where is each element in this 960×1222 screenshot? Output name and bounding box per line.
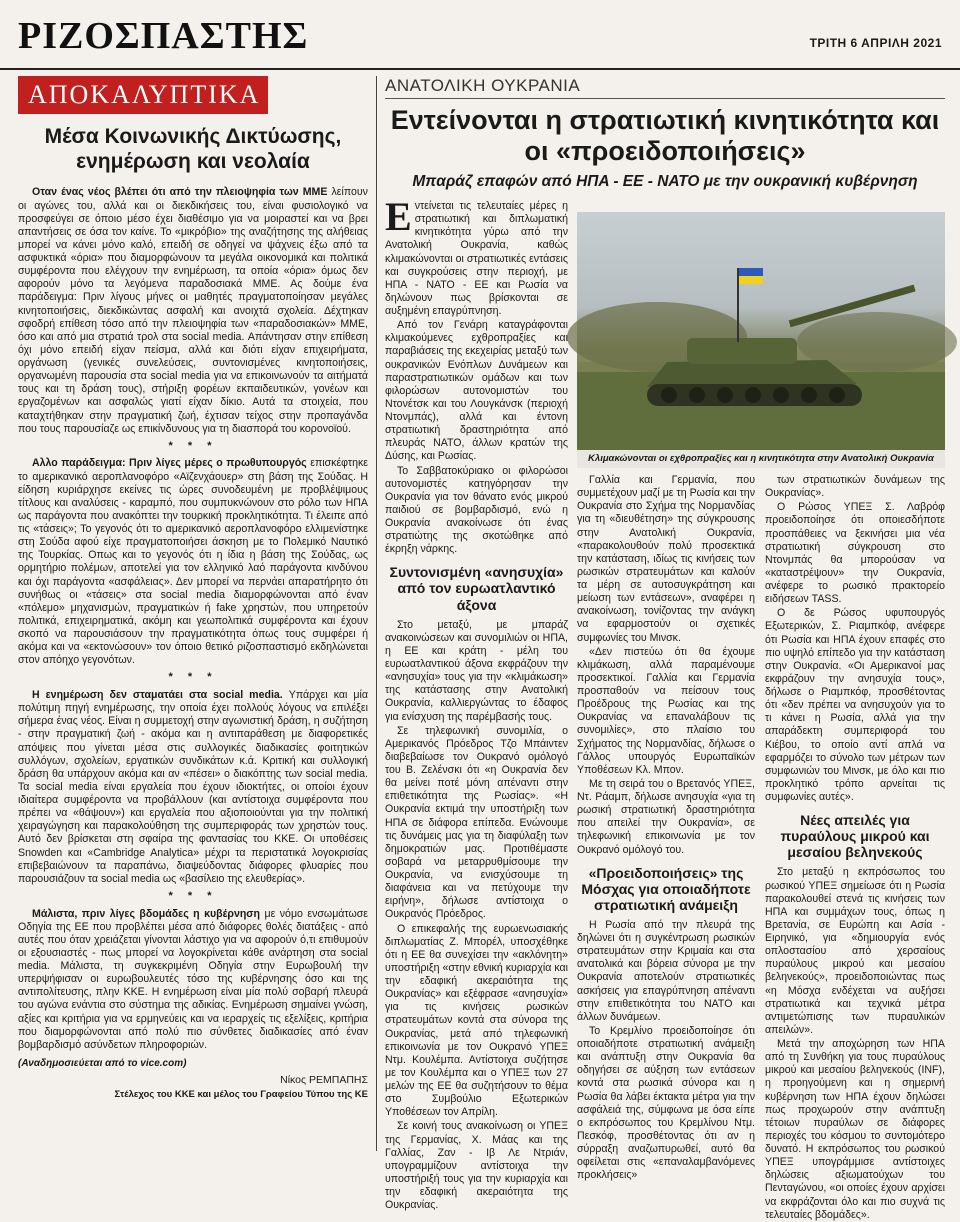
- paragraph-text: ντείνεται τις τελευταίες μέρες η στρατιωτική και διπλωματική κινητικότητα γύρω από την Ανατολική Ουκρανία, καθώς κλιμακώνονται οι στρατιωτικές εντάσεις και συγκρούσεις στην περιοχή, με ΗΠΑ - ΝΑΤΟ - ΕΕ και Ρωσία να δηλώνουν πως βρίσκονται σε αυξημένη επαγρύπνηση.: [385, 200, 568, 317]
- article-kicker: ΑΝΑΤΟΛΙΚΗ ΟΥΚΡΑΝΙΑ: [385, 76, 945, 99]
- author-role: Στέλεχος του ΚΚΕ και μέλος του Γραφείου Τύπου της ΚΕ: [114, 1089, 368, 1101]
- paragraph: Η Ρωσία από την πλευρά της δηλώνει ότι η συγκέντρωση ρωσικών στρατευμάτων στην Κριμαία και στα ανατολικά και βόρεια σύνορα με την Ουκρανία αποτελούν στρατιωτικές ασκήσεις για επαγρύπνηση απέναντι στην επιθετικότητα του ΝΑΤΟ και άλλων δυνάμεων.: [577, 918, 755, 1023]
- column-divider: [376, 76, 377, 1151]
- section-divider: * * *: [168, 671, 218, 684]
- paragraph: Ο Ρώσος ΥΠΕΞ Σ. Λαβρόφ προειδοποίησε ότι οποιεσδήποτε προσπάθειες να ξεκινήσει μια νέα στρατιωτική σύγκρουση στο Ντονμπάς θα μπορούσαν να «καταστρέψουν» την Ουκρανία, ανέφερε το ρωσικό πρακτορείο ειδήσεων TASS.: [765, 501, 945, 606]
- tank-photo: [577, 212, 945, 450]
- article-headline: Εντείνονται η στρατιωτική κινητικότητα και οι «προειδοποιήσεις»: [390, 105, 940, 167]
- lead-phrase: Αλλο παράδειγμα: Πριν λίγες μέρες ο πρωθυπουργός: [32, 457, 307, 470]
- paragraph: [18, 908, 368, 1052]
- paragraph: [18, 186, 368, 435]
- article-column-2: [577, 474, 755, 1182]
- lead-phrase: Οταν ένας νέος βλέπει ότι από την πλειοψηφία των ΜΜΕ: [32, 186, 328, 199]
- lead-phrase: Μάλιστα, πριν λίγες βδομάδες η κυβέρνηση: [32, 907, 261, 920]
- paragraph: Στο μεταξύ η εκπρόσωπος του ρωσικού ΥΠΕΞ σημείωσε ότι η Ρωσία παρακολουθεί στενά τις κινήσεις των ΗΠΑ και συμμάχων τους, όπως η Βρετανία, σε Ευρώπη και Ασία - Ειρηνικό, για «δημιουργία ενός οπλοστασίου από χερσαίους πυραύλους μικρού και μεσαίου βεληνεκούς», προειδοποιώντας πως «η Μόσχα ενδέχεται να αυξήσει στρατιωτικά και τεχνικά μέτρα αντιμετώπισης των πυραυλικών απειλών».: [765, 866, 945, 1036]
- paragraph: Στο μεταξύ, με μπαράζ ανακοινώσεων και συνομιλιών οι ΗΠΑ, η ΕΕ και κράτη - μέλη του ευρωατλαντικού άξονα εκφράζουν την «ανησυχία» τους για την «κλιμάκωση» της κατάστασης στην Ανατολική Ουκρανία, καλλιεργώντας το έδαφος για ενίσχυση της παρέμβασής τους.: [385, 618, 568, 723]
- author-name: Νίκος ΡΕΜΠΑΠΗΣ: [280, 1074, 368, 1087]
- paragraph: Με τη σειρά του ο Βρετανός ΥΠΕΞ, Ντ. Ράαμπ, δήλωσε ανησυχία «για τη ρωσική στρατιωτική δραστηριότητα που απειλεί την Ουκρανία», σε τηλεφωνική επικοινωνία με τον Ουκρανό ομόλογό του.: [577, 777, 755, 856]
- source-note: (Αναδημοσιεύεται από το vice.com): [18, 1057, 187, 1069]
- paragraph: Το Κρεμλίνο προειδοποίησε ότι οποιαδήποτε στρατιωτική ανάμειξη και ανάπτυξη στην Ουκρανία θα οδηγήσει σε αύξηση των εντάσεων κοντά στα ρωσικά σύνορα και η Ρωσία θα λάβει έκτακτα μέτρα για την ασφάλειά της, σύμφωνα με όσα είπε ο εκπρόσωπος του Κρεμλίνου Ντμ. Πεσκόφ, προσθέτοντας ότι αν η σύρραξη αναζωπυρωθεί, αυτό θα οφείλεται στις «επαναλαμβανόμενες προκλήσεις»: [577, 1024, 755, 1182]
- paragraph-text: με νόμο ενσωμάτωσε Οδηγία της ΕΕ που προβλέπει μέσα από διάφορες θολές διατάξεις - από αυτές που όταν χρειάζεται γίνονται λάστιχο για να αφορούν ό,τι επιθυμούν οι εξουσιαστές - πως μπορεί να λογοκρίνεται κάθε ανάρτηση στα social media. Μάλιστα, τη συγκεκριμένη Οδηγία στην Ευρωβουλή την υπερψήφισαν οι ευρωβουλευτές τόσο της κυβέρνησης όσο και της αντιπολίτευσης, πλην ΚΚΕ. Η ενημέρωση είναι μία πολύ σοβαρή πλευρά του αγώνα ενάντια στο σύστημα της αδικίας. Ενημέρωση σημαίνει γνώση, αξίες και κριτήρια για να ερμηνεύεις και να ιεραρχείς τις εξελίξεις, κριτήρια που διαμορφώνονται από πολύ πιο σύνθετες διαδικασίες από έναν βομβαρδισμό ασύνδετων πληροφοριών.: [18, 907, 369, 1051]
- paragraph: Ο δε Ρώσος υφυπουργός Εξωτερικών, Σ. Ριαμπκόφ, ανέφερε ότι Ρωσία και ΗΠΑ έχουν επαφές στο πιο υψηλό επίπεδο για την κατάσταση στην Ουκρανία. «Οι Αμερικανοί μας εκφράζουν την ανησυχία τους», δήλωσε ο Ριαμπκόφ, προσθέτοντας ότι «δεν πρέπει να ανησυχούν για το τι κάνει η Ρωσία, αλλά για την απαράδεκτη συμπεριφορά του Κιέβου, το οποίο αντί απλά να εφαρμόζει το σύνολο των μέτρων των συμφωνιών του Μινσκ, με όλο και πιο προκλητικό τρόπο αρνείται τις συμφωνίες αυτές».: [765, 607, 945, 803]
- masthead: [0, 0, 960, 70]
- paragraph: Ο επικεφαλής της ευρωενωσιακής διπλωματίας Ζ. Μπορέλ, υποσχέθηκε ότι η ΕΕ θα συνεχίσει την «ακλόνητη» υποστήριξη «στην εθνική κυριαρχία και την εδαφική ακεραιότητα της Ουκρανίας» και εξέφρασε «ανησυχία» για τις κινήσεις ρωσικών στρατευμάτων κοντά στα σύνορα της Ουκρανίας, μετά από τηλεφωνική επικοινωνία με τον Ουκρανό ΥΠΕΞ Ντμ. Κουλέμπα. Αντίστοιχα συζήτησε με τον Κουλέμπα και ο ΥΠΕΞ των 27 μελών της ΕΕ θα συζητήσουν το θέμα στο Συμβούλιο Εξωτερικών Υποθέσεων τον Απρίλη.: [385, 922, 568, 1119]
- newspaper-logo: ΡΙΖΟΣΠΑΣΤΗΣ: [18, 15, 309, 57]
- paragraph: Σε κοινή τους ανακοίνωση οι ΥΠΕΞ της Γερμανίας, Χ. Μάας και της Γαλλίας, Ζαν - Ιβ Λε Ντριάν, υπογραμμίζουν αντίστοιχα την υποστήριξή τους για την κυριαρχία και την εδαφική ακεραιότητα της Ουκρανίας.: [385, 1120, 568, 1212]
- right-article: [385, 76, 945, 1221]
- paragraph: Γαλλία και Γερμανία, που συμμετέχουν μαζί με τη Ρωσία και την Ουκρανία στο Σχήμα της Νορμανδίας για τη «διευθέτηση» της σύγκρουσης στην Ανατολική Ουκρανία, «παρακολουθούν πολύ προσεκτικά την κατάσταση, ιδίως τις κινήσεις των ρωσικών στρατευμάτων και καλούν τα μέρη σε αυτοσυγκράτηση και μείωση των εντάσεων», αναφέρει η ανακοίνωση, τονίζοντας την ανάγκη να εφαρμοστούν οι σχετικές συμφωνίες του Μινσκ.: [577, 474, 755, 644]
- paragraph: των στρατιωτικών δυνάμεων της Ουκρανίας».: [765, 474, 945, 500]
- tank-illustration: [577, 212, 945, 450]
- article-column-1: [385, 194, 568, 1212]
- issue-date: ΤΡΙΤΗ 6 ΑΠΡΙΛΗ 2021: [809, 36, 942, 50]
- subheading: Συντονισμένη «ανησυχία» από τον ευρωατλαντικό άξονα: [389, 564, 564, 613]
- subheading: Νέες απειλές για πυραύλους μικρού και μεσαίου βεληνεκούς: [780, 812, 930, 861]
- lead-phrase: Η ενημέρωση δεν σταματάει στα social media.: [32, 689, 283, 701]
- paragraph: Το Σαββατοκύριακο οι φιλορώσοι αυτονομιστές κατηγόρησαν την Ουκρανία για τον θάνατο ενός μικρού παιδιού σε βομβαρδισμό, ενώ η Ουκρανία ανακοίνωσε ότι ένας στρατιώτης της σκοτώθηκε από έκρηξη νάρκης.: [385, 464, 568, 556]
- photo-caption: Κλιμακώνονται οι εχθροπραξίες και η κινητικότητα στην Ανατολική Ουκρανία: [577, 450, 945, 468]
- subheading: «Προειδοποιήσεις» της Μόσχας για οποιαδήποτε στρατιωτική ανάμειξη: [581, 864, 751, 913]
- article-subheadline: Μπαράζ επαφών από ΗΠΑ - ΕΕ - ΝΑΤΟ με την ουκρανική κυβέρνηση: [412, 173, 918, 191]
- left-column-article: [18, 76, 368, 1151]
- section-rubric: ΑΠΟΚΑΛΥΠΤΙΚΑ: [18, 76, 268, 114]
- paragraph: Σε τηλεφωνική συνομιλία, ο Αμερικανός Πρόεδρος Τζο Μπάιντεν διαβεβαίωσε τον Ουκρανό ομόλογό του Β. Ζελένσκι ότι «η Ουκρανία δεν θα μείνει ποτέ μόνη απέναντι στην επιθετικότητα της Ρωσίας». «Η Ουκρανία εκτιμά την υποστήριξη των ΗΠΑ σε διάφορα επίπεδα. Ενώνουμε τις δυνάμεις μας για τη διαφύλαξη των δημοκρατιών μας. Προτιθέμαστε σοβαρά να μεταρρυθμίσουμε την Ουκρανία, να ενισχύσουμε τη διαφάνεια και να πετύχουμε την ειρήνη», δήλωσε αντίστοιχα ο Ουκρανός Πρόεδρος.: [385, 724, 568, 921]
- paragraph-text: λείπουν οι αγώνες του, αλλά και οι διεκδικήσεις του, είναι φυσιολογικό να προσφεύγει σε όποιο μέσο έχει διαθέσιμο για να μοιραστεί και να βρει απαντήσεις σε όσα τον καίνε. Το «μικρόβιο» της αναζήτησης της αλήθειας μπορεί να κάνει μόνο καλό, επειδή σε οδηγεί να ψάχνεις έξω από τα ασφυκτικά «όρια» που διαμορφώνουν τα μεγάλα οικονομικά και πολιτικά συμφέροντα που ελέγχουν την ενημέρωση, τα οποία «όρια» όμως δεν αφορούν μόνο τα λεγόμενα παραδοσιακά ΜΜΕ. Ας δούμε ένα παράδειγμα: Πριν λίγους μήνες οι μαθητές πραγματοποίησαν μεγάλες κινητοποιήσεις, διεκδικώντας ασφαλή και ανοιχτά σχολεία. Δέχτηκαν σφοδρή επίθεση τόσο από την πλειοψηφία των «παραδοσιακών» ΜΜΕ, όσο και από μια στρατιά τρολ στα social media. Απάντησαν στην επίθεση όχι μόνο επειδή είχαν πείσμα, αλλά και διότι είχαν επιχειρήματα, οργάνωση (γενικές συνελεύσεις, συντονισμένες κινητοποιήσεις, οργανωμένη παρουσία στα social media για να επικοινωνούν τα αιτήματά τους και τη δράση τους), στήριξη φορέων εκπαιδευτικών, γονέων και εργαζομένων και ασφαλώς γιατί είχαν δίκιο. Αυτά τα στοιχεία, που καταχτήθηκαν στην πραγματική ζωή, έχτισαν τείχος στην προπαγάνδα που τους παρουσίαζε ως επικίνδυνους για τη διασπορά του κορονοϊού.: [18, 186, 368, 435]
- paragraph: «Δεν πιστεύω ότι θα έχουμε κλιμάκωση, αλλά παραμένουμε προσεκτικοί. Γαλλία και Γερμανία προσπαθούν να πείσουν τους Προέδρους της Ρωσίας και της Ουκρανίας να επαναλάβουν τις συνομιλίες», στο πλαίσιο του Σχήματος της Νορμανδίας, δήλωσε ο Γάλλος υπουργός Ευρωπαϊκών Υποθέσεων Κλ. Μπον.: [577, 645, 755, 776]
- article-title: Μέσα Κοινωνικής Δικτύωσης, ενημέρωση και νεολαία: [44, 125, 342, 174]
- article-column-3: [765, 474, 945, 1221]
- paragraph: [385, 194, 568, 318]
- paragraph-text: Υπάρχει και μία πολύτιμη πηγή ενημέρωσης, την οποία έχει πολλούς λόγους να επιλέξει σήμερα ένας νέος. Είναι η συμμετοχή στην αγωνιστική δράση, η συζήτηση - στην πραγματική ζωή - ακόμα και η αντιπαράθεση με διαφορετικές απόψεις που γίνεται μέσα στις συλλογικές διαδικασίες φοιτητικών συλλόγων, σχολείων, εργατικών συνδικάτων κ.ά. Κριτική και συλλογική δράση θα υπάρχουν ακόμα και αν «πέσει» ο διακόπτης των social media. Τα social media είναι εργαλεία που έχουν ιδιοκτήτες, οι οποίοι έχουν ιδιαίτερα συμφέροντα να προβάλλουν (και αντίστοιχα συμφέροντα που πρέπει να «θάψουν») και εργαλεία που αξιοποιούνται για την πολιτική χειραγώγηση και παρακολούθηση της συμπεριφοράς των χρηστών τους. Αυτό δεν βρίσκεται στη σφαίρα της φαντασίας του ΚΚΕ. Οι υποθέσεις Snowden και «Cambridge Analytica» μέχρι τα περιστατικά λογοκρισίας επιβεβαιώνουν τα παραπάνω, διαψεύδοντας διάφορες φλυαρίες που παρουσιάζουν τα social media ως «βασίλειο της ελευθερίας».: [18, 689, 368, 885]
- paragraph-text: επισκέφτηκε το αμερικανικό αεροπλανοφόρο «Αϊζενχάουερ» στη βάση της Σούδας. Η είδηση κυριάρχησε εκείνες τις ώρες συνοδευμένη με προβλέψιμους τίτλους και αναλύσεις - καραμπό, που συμπυκνώνουν στο ρόλο των ΗΠΑ ως παράγοντα που ανακόπτει την τουρκική προκλητικότητα. Τι έλειπε από τις «τάσεις»; Το γεγονός ότι το αμερικανικό αεροπλανοφόρο ελλιμενίστηκε στη Σούδα αφού είχε πραγματοποιήσει άσκηση με το Πολεμικό Ναυτικό της Τουρκίας. Οπως και το γεγονός ότι η ίδια η βάση της Σούδας, ως ορμητήριο πολέμων, αποτελεί για τον ελληνικό λαό παράγοντα κινδύνου και όχι παράγοντα «ασφάλειας». Δεν μπορεί να περνάει απαρατήρητο ότι συνήθως οι «τάσεις» στα social media διαμορφώνονται από έναν «πόλεμο» μηχανισμών, πραγματικών ή fake χρηστών, που υπηρετούν πολιτικά, επιχειρηματικά, ακόμη και γεωπολιτικά συμφέροντα και έχουν σκοπό να παρουσιάσουν την πραγματικότητα όπως τους συμφέρει ή ακόμα και να «εκτονώσουν» τον όποιο θετικό ριζοσπαστισμό εκδηλώνεται στον απόηχο γεγονότων.: [18, 457, 368, 667]
- section-divider: * * *: [168, 889, 218, 902]
- paragraph: Μετά την αποχώρηση των ΗΠΑ από τη Συνθήκη για τους πυραύλους μικρού και μεσαίου βεληνεκούς (INF), η προηγούμενη και η σημερινή κυβέρνηση των ΗΠΑ έχουν δηλώσει πως προχωρούν στην ανάπτυξη τέτοιων πυραύλων σε διάφορες περιοχές του κόσμου το συντομότερο δυνατό. Η εκπρόσωπος του ρωσικού ΥΠΕΞ υπογράμμισε αντίστοιχες δηλώσεις αξιωματούχων του Πενταγώνου, «οι οποίες έχουν αρχίσει να εκφράζονται όλο και πιο συχνά τις τελευταίες βδομάδες».: [765, 1038, 945, 1221]
- drop-cap: Ε: [385, 194, 412, 239]
- paragraph: [18, 689, 368, 886]
- paragraph: [18, 457, 368, 667]
- article-body: [18, 186, 368, 1101]
- paragraph: Από τον Γενάρη καταγράφονται κλιμακούμενες εχθροπραξίες και παραβιάσεις της εκεχειρίας μεταξύ των ουκρανικών Ενόπλων Δυνάμεων και παραστρατιωτικών ομάδων και των φιλορώσων αυτονομιστών του Ντονέτσκ και του Λουγκάνσκ (περιοχή Ντονμπάς), αλλά και έντονη στρατιωτική δραστηριότητα από πλευράς ΝΑΤΟ, άλλων κρατών της Δύσης, και Ρωσίας.: [385, 319, 568, 463]
- section-divider: * * *: [168, 439, 218, 452]
